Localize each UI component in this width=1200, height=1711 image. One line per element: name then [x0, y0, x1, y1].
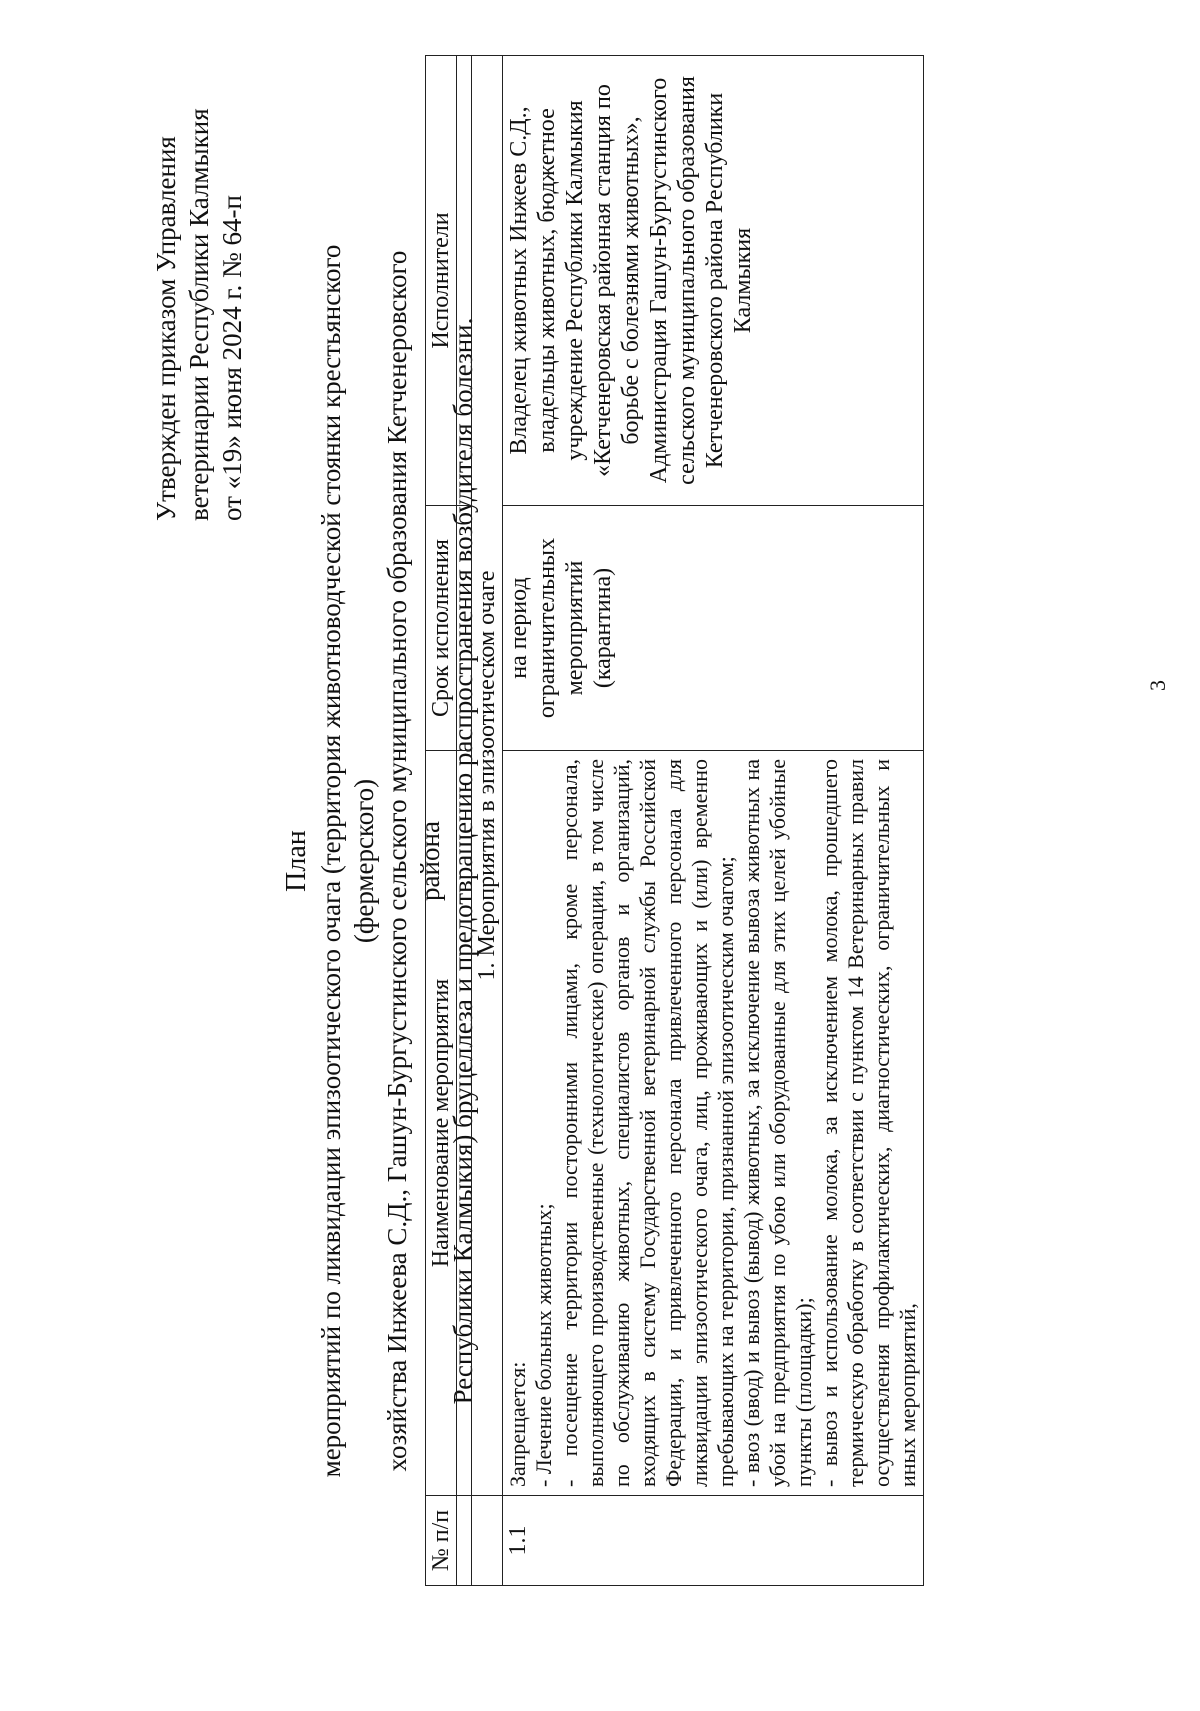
measure-item: - ввоз (ввод) и вывоз (вывод) животных, за исключение вывоза животных на убой на предприятия по убою или оборудованные для этих целей убойные пункты (площадки);	[739, 759, 816, 1487]
title-line-3: Республики Калмыкия) бруцеллеза и предотвращению распространения возбудителя болезни.	[448, 317, 478, 1405]
title-line-2: хозяйства Инжеева С.Д., Гашун-Бургустинского сельского муниципального образования Кетченеровского района	[382, 250, 445, 1472]
section-row	[472, 56, 503, 1586]
header-num: № п/п	[426, 1496, 457, 1586]
approval-line-1: Утвержден приказом Управления	[151, 136, 181, 521]
header-name: Наименование мероприятия	[426, 751, 457, 1496]
table-header-row	[426, 56, 457, 1586]
page-number: 3	[1145, 680, 1170, 691]
measure-item: - посещение территории посторонними лицами, кроме персонала, выполняющего производственные (технологические) операции, в том числе по обслуживанию животных, специалистов органов и организаций, входящих в систему Государственной ветеринарной службы Российской Федерации, и привлеченного персонала привлеченного персонала для ликвидации эпизоотического очага, лиц, проживающих и (или) временно пребывающих на территории, признанной эпизоотическим очагом;	[557, 759, 738, 1487]
approval-stamp	[150, 101, 249, 521]
title-plan: План	[281, 830, 312, 892]
section-1-title: 1. Мероприятия в эпизоотическом очаге	[472, 56, 503, 1496]
plan-table	[425, 55, 924, 1586]
row-number: 1.1	[503, 1496, 924, 1586]
row-executors: Владелец животных Инжеев С.Д., владельцы животных, бюджетное учреждение Республики Калмыкия «Кетченеровская районная станция по борьбе с болезнями животных», Администрация Гашун-Бургустинского сельского муниципального образования Кетченеровского района Республики Калмыкия	[503, 56, 924, 506]
measure-item: - Лечение больных животных;	[531, 1203, 556, 1487]
title-line-1: мероприятий по ликвидации эпизоотического очага (территория животноводческой стоянки крестьянского (фермерского)	[316, 244, 379, 1478]
header-deadline: Срок исполнения	[426, 506, 457, 751]
header-executors: Исполнители	[426, 56, 457, 506]
spacer-row	[457, 56, 472, 1586]
row-deadline: на период ограничительных мероприятий (карантина)	[503, 506, 924, 751]
table-row	[503, 56, 924, 1586]
measure-item: - вывоз и использование молока, за исключением молока, прошедшего термическую обработку в соответствии с пунктом 14 Ветеринарных правил осуществления профилактических, диагностических, ограничительных и иных мероприятий,	[817, 759, 920, 1487]
row-measures	[503, 751, 924, 1496]
measure-item: Запрещается:	[505, 1361, 530, 1487]
approval-line-3: от «19» июня 2024 г. № 64-п	[217, 195, 247, 521]
approval-line-2: ветеринарии Республики Калмыкия	[184, 108, 214, 521]
